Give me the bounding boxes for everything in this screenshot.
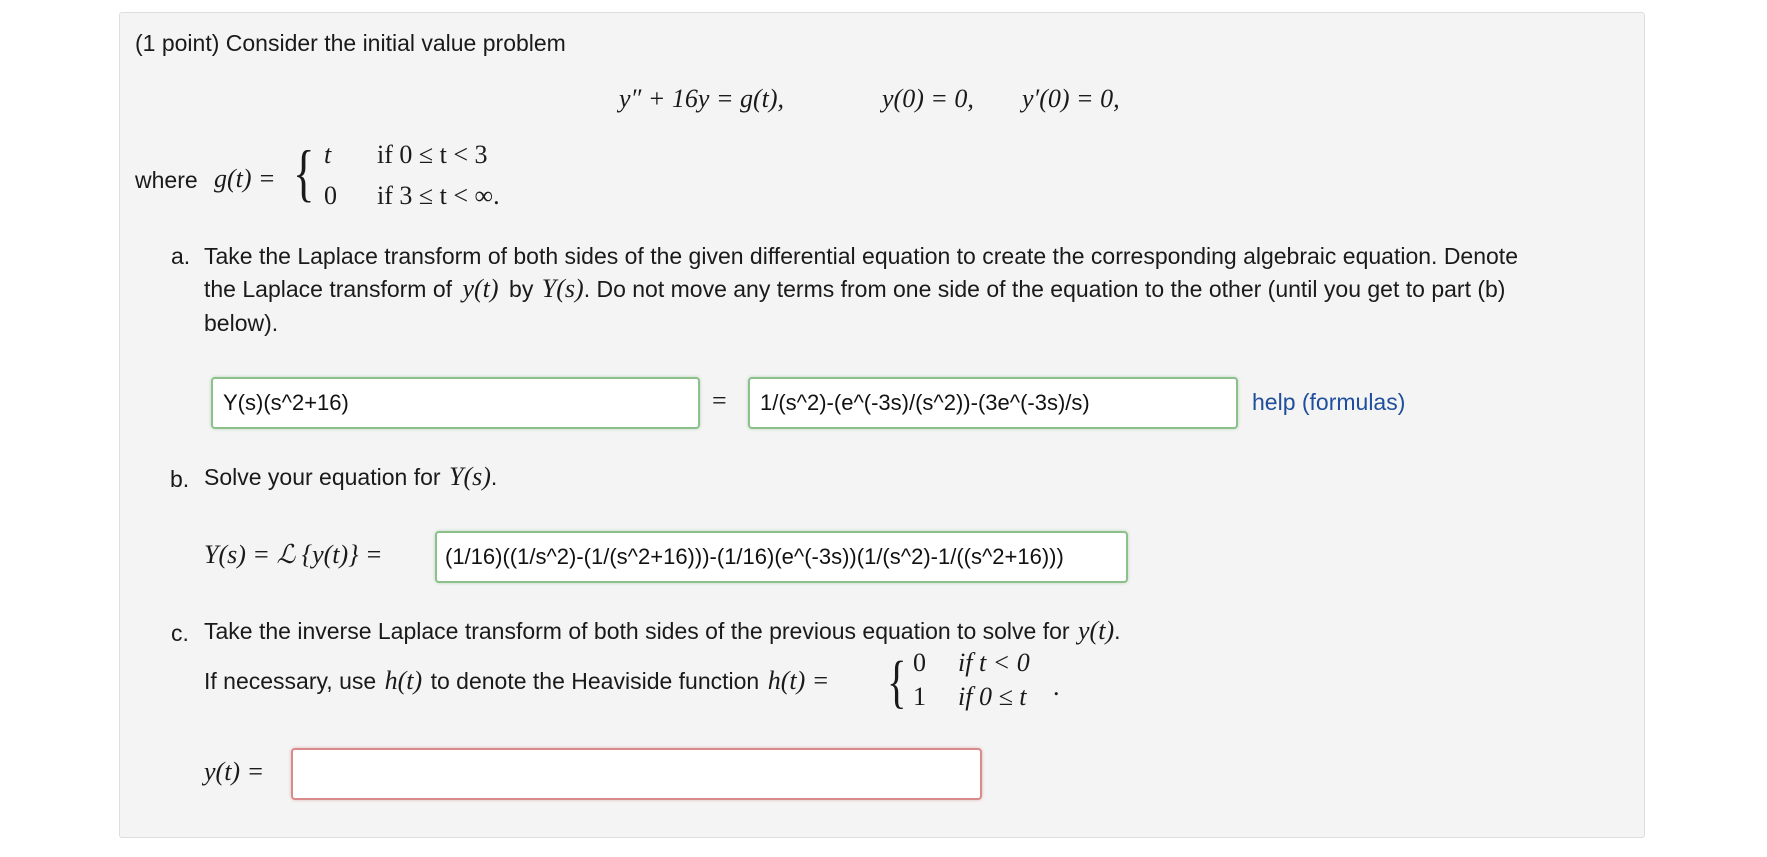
- part-b-Y-of-s: Y(s): [449, 462, 491, 491]
- heaviside-text-pre: If necessary, use: [204, 668, 377, 694]
- help-formulas-link[interactable]: help (formulas): [1252, 389, 1406, 415]
- heaviside-case-2-value: 1: [913, 682, 926, 711]
- heaviside-period: .: [1053, 672, 1060, 701]
- heaviside-lhs: h(t) =: [767, 666, 830, 695]
- Y-of-s-input[interactable]: (1/16)((1/s^2)-(1/(s^2+16)))-(1/16)(e^(-3s))(1/(s^2)-1/((s^2+16))): [435, 531, 1128, 583]
- part-b-text-pre: Solve your equation for: [204, 464, 441, 490]
- part-a-text-line2: [204, 274, 1505, 304]
- part-c-marker: c.: [171, 620, 189, 646]
- part-b-label: Y(s) = ℒ {y(t)} =: [204, 540, 383, 569]
- g-case-1-value: t: [324, 140, 332, 169]
- heaviside-sentence: [204, 666, 829, 696]
- laplace-lhs-input[interactable]: Y(s)(s^2+16): [211, 377, 700, 429]
- part-a-text-post: . Do not move any terms from one side of the equation to the other (until you get to part (b): [583, 276, 1506, 302]
- part-b-marker: b.: [170, 466, 190, 492]
- ode-equation: y″ + 16y = g(t),: [619, 84, 785, 113]
- heaviside-case-1-value: 0: [913, 648, 926, 677]
- part-b-text: [204, 462, 497, 492]
- part-c-text: [204, 616, 1121, 646]
- heaviside-case-1-condition: if t < 0: [958, 648, 1030, 677]
- g-case-1-condition: if 0 ≤ t < 3: [377, 140, 488, 169]
- piecewise-brace: {: [293, 137, 315, 208]
- where-label: where: [135, 167, 198, 193]
- part-a-text-line3: below).: [204, 310, 279, 336]
- equals-sign: =: [712, 386, 727, 415]
- g-function-lhs: g(t) =: [214, 164, 276, 193]
- heaviside-h-symbol: h(t): [384, 666, 423, 695]
- laplace-rhs-input[interactable]: 1/(s^2)-(e^(-3s)/(s^2))-(3e^(-3s)/s): [748, 377, 1238, 429]
- part-a-text-line1: Take the Laplace transform of both sides of the given differential equation to create the corresponding algebraic equation. Denote: [204, 243, 1518, 269]
- initial-condition-yprime: y′(0) = 0,: [1022, 84, 1120, 113]
- problem-intro: (1 point) Consider the initial value problem: [135, 30, 566, 56]
- part-a-by: by: [509, 276, 534, 302]
- y-of-t-input[interactable]: [291, 748, 982, 800]
- g-case-2-value: 0: [324, 181, 337, 210]
- part-c-text-pre: Take the inverse Laplace transform of both sides of the previous equation to solve for: [204, 618, 1070, 644]
- part-a-y-of-t: y(t): [462, 274, 499, 303]
- part-c-text-post: .: [1114, 618, 1121, 644]
- part-a-marker: a.: [171, 243, 191, 269]
- part-a-Y-of-s: Y(s): [541, 274, 584, 303]
- g-case-2-condition: if 3 ≤ t < ∞.: [377, 181, 500, 210]
- part-c-y-of-t: y(t): [1078, 616, 1115, 645]
- heaviside-text-mid: to denote the Heaviside function: [430, 668, 760, 694]
- part-c-answer-label: y(t) =: [204, 757, 265, 786]
- heaviside-brace: {: [887, 649, 907, 714]
- heaviside-case-2-condition: if 0 ≤ t: [958, 682, 1027, 711]
- initial-condition-y: y(0) = 0,: [882, 84, 974, 113]
- part-b-text-post: .: [490, 464, 498, 490]
- part-a-text-pre: the Laplace transform of: [204, 276, 453, 302]
